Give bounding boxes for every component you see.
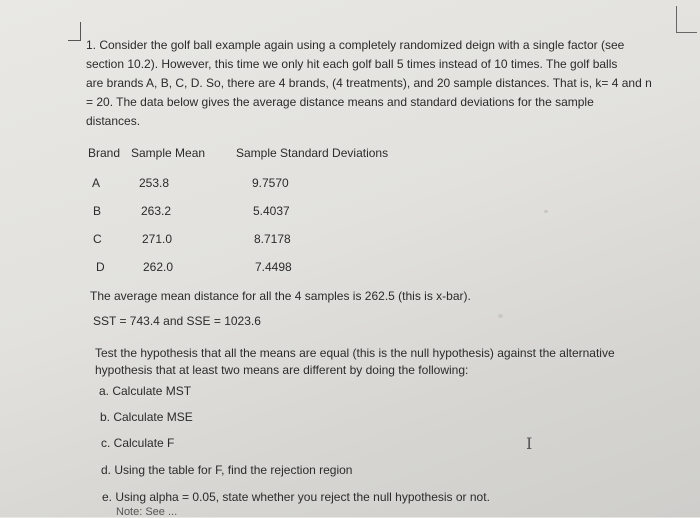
sst-sse-line: SST = 743.4 and SSE = 1023.6: [93, 314, 261, 328]
page-corner-mark: [68, 22, 81, 41]
row-a-mean: 253.8: [139, 176, 170, 190]
row-d-sd: 7.4498: [255, 260, 292, 274]
hypothesis-line: Test the hypothesis that all the means are equal (this is the null hypothesis) against the alternative: [95, 346, 615, 360]
header-sample-mean: Sample Mean: [131, 146, 206, 160]
text-cursor-icon: I: [526, 434, 533, 453]
hypothesis-line: hypothesis that at least two means are different by doing the following:: [95, 363, 469, 377]
row-a-brand: A: [92, 176, 101, 190]
row-c-sd: 8.7178: [254, 232, 291, 246]
problem-line: 1. Consider the golf ball example again using a completely randomized deign with a single factor (see: [86, 38, 625, 52]
row-b-sd: 5.4037: [253, 204, 290, 218]
item-rejection-region: d. Using the table for F, find the rejection region: [101, 463, 353, 477]
item-alpha-decision: e. Using alpha = 0.05, state whether you reject the null hypothesis or not.: [102, 490, 490, 504]
row-b-mean: 263.2: [141, 204, 172, 218]
row-b-brand: B: [93, 204, 102, 218]
problem-line: = 20. The data below gives the average distance means and standard deviations for the sample: [86, 95, 594, 109]
page-corner-mark-right: [676, 6, 697, 33]
problem-statement: [86, 36, 686, 131]
row-a-sd: 9.7570: [252, 176, 289, 190]
item-calculate-mse: b. Calculate MSE: [100, 410, 193, 424]
row-d-brand: D: [96, 260, 105, 274]
average-mean-line: The average mean distance for all the 4 samples is 262.5 (this is x-bar).: [90, 289, 471, 303]
problem-line: are brands A, B, C, D. So, there are 4 brands, (4 treatments), and 20 sample distances. That is, k= 4 and n: [86, 76, 652, 90]
item-calculate-mst: a. Calculate MST: [99, 384, 192, 398]
paper-speck: [498, 314, 503, 318]
header-sample-sd: Sample Standard Deviations: [236, 146, 389, 160]
problem-line: section 10.2). However, this time we only hit each golf ball 5 times instead of 10 times. The golf balls: [86, 57, 618, 71]
item-calculate-f: c. Calculate F: [101, 436, 175, 450]
header-brand: Brand: [88, 146, 121, 160]
row-c-brand: C: [93, 232, 102, 246]
row-d-mean: 262.0: [143, 260, 174, 274]
cutoff-note: Note: See ...: [116, 506, 178, 518]
row-c-mean: 271.0: [142, 232, 173, 246]
problem-line: distances.: [86, 114, 141, 128]
paper-speck: [544, 210, 548, 213]
